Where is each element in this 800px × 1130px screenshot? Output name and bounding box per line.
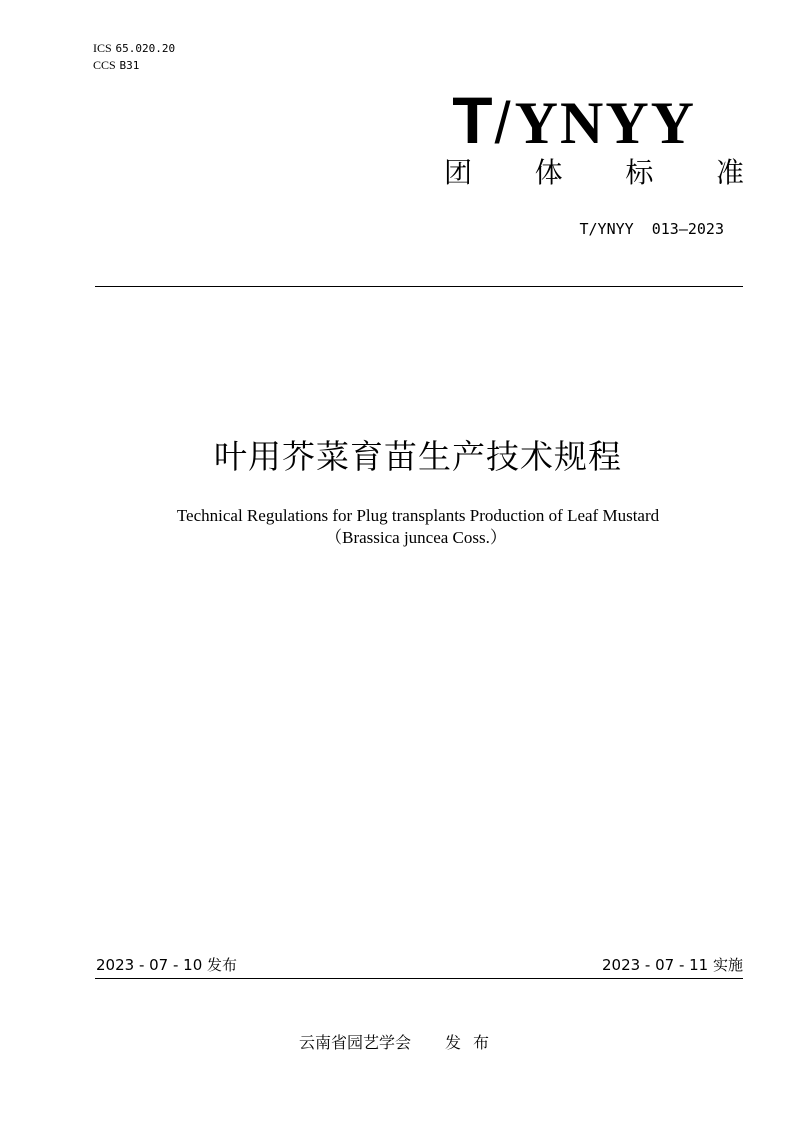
standard-type — [444, 155, 744, 191]
header-divider — [95, 286, 743, 287]
title-en-line2: （Brassica juncea Coss.） — [325, 528, 507, 547]
publish-date: 2023 - 07 - 10 发布 — [96, 956, 238, 974]
standard-type-char: 标 — [625, 156, 654, 189]
logo-slash: / — [494, 91, 511, 156]
title-en-line1: Technical Regulations for Plug transplants Production of Leaf Mustard — [176, 506, 660, 525]
ccs-value: B31 — [119, 59, 140, 72]
logo-org: YNYY — [514, 90, 696, 156]
effective-date: 2023 - 07 - 11 实施 — [601, 956, 743, 974]
document-title-cn: 叶用芥菜育苗生产技术规程 — [214, 437, 622, 476]
standard-number: T/YNYY 013—2023 — [579, 220, 724, 238]
logo-prefix: T — [452, 83, 493, 157]
standard-type-char: 体 — [534, 156, 563, 189]
document-title-en — [0, 505, 800, 549]
ics-value: 65.020.20 — [115, 42, 176, 55]
publisher-org: 云南省园艺学会 — [298, 1033, 411, 1052]
ics-code — [93, 41, 175, 56]
publisher — [0, 1032, 800, 1054]
publisher-action: 发布 — [445, 1033, 502, 1052]
ics-label: ICS — [93, 41, 112, 55]
footer-divider — [95, 978, 743, 979]
standard-type-char: 团 — [444, 156, 473, 189]
standard-type-char: 准 — [715, 156, 744, 189]
ccs-code — [93, 58, 139, 73]
ccs-label: CCS — [93, 58, 116, 72]
